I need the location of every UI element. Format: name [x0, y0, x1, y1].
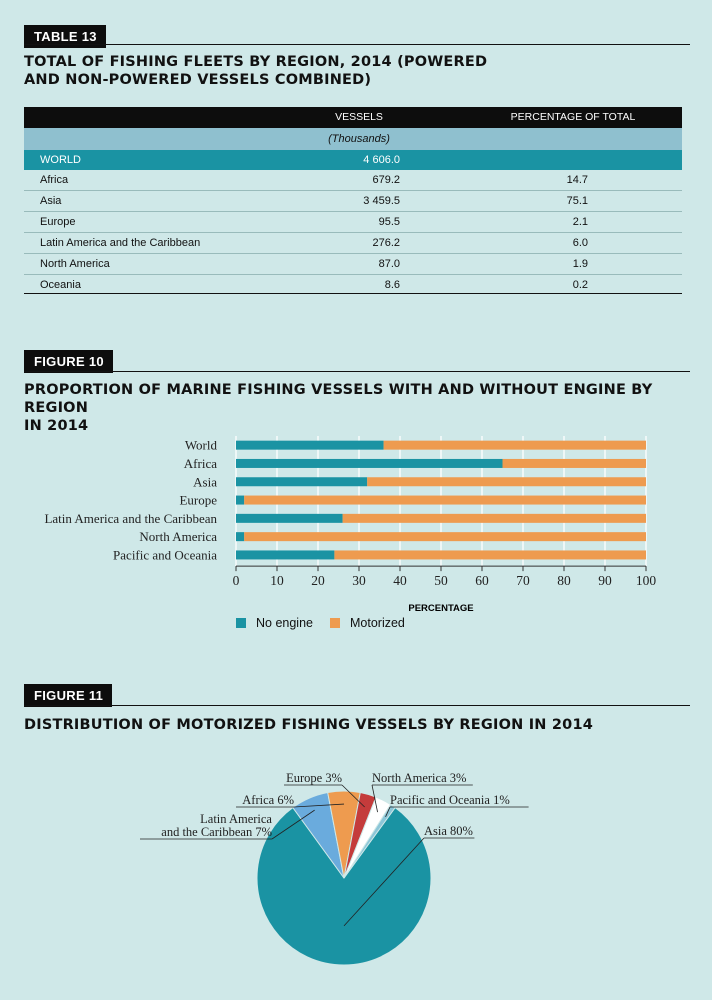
table-rule	[24, 44, 690, 45]
category-label: World	[184, 437, 217, 453]
table-row	[24, 191, 682, 212]
row-percentage: 2.1	[572, 216, 588, 228]
row-vessels: 95.5	[378, 216, 400, 228]
x-tick-label: 30	[352, 573, 366, 589]
figure11-rule	[24, 705, 690, 706]
row-name: North America	[40, 258, 110, 270]
bar-motorized	[367, 477, 646, 486]
bar-no-engine	[236, 459, 503, 468]
row-vessels: 87.0	[378, 258, 400, 270]
row-percentage: 1.9	[572, 258, 588, 270]
row-vessels: 276.2	[372, 237, 400, 249]
x-tick-label: 80	[557, 573, 571, 589]
row-percentage: 14.7	[566, 174, 588, 186]
bar-motorized	[334, 550, 646, 559]
x-tick-label: 60	[475, 573, 489, 589]
x-axis-label: PERCENTAGE	[408, 603, 474, 614]
x-tick-label: 100	[635, 573, 657, 589]
table-tag: TABLE 13	[24, 25, 106, 48]
table-row	[24, 212, 682, 233]
row-percentage: 75.1	[566, 195, 588, 207]
figure10-title-line1: PROPORTION OF MARINE FISHING VESSELS WITH AND WITHOUT ENGINE BY REGION	[24, 382, 653, 416]
category-label: Europe	[179, 492, 217, 508]
bar-motorized	[503, 459, 647, 468]
row-vessels: 8.6	[384, 279, 400, 291]
figure10-title-line2: IN 2014	[24, 418, 89, 434]
bar-motorized	[244, 496, 646, 505]
bar-no-engine	[236, 441, 384, 450]
row-name: Latin America and the Caribbean	[40, 237, 201, 249]
row-name: Asia	[40, 195, 62, 207]
pie-label: Africa 6%	[242, 793, 294, 807]
x-tick-label: 10	[270, 573, 284, 589]
pie-label: North America 3%	[372, 771, 467, 785]
figure10-rule	[24, 371, 690, 372]
fishing-fleets-table	[24, 107, 682, 295]
row-percentage: 0.2	[572, 279, 588, 291]
row-name: Africa	[40, 174, 69, 186]
table-row	[24, 275, 682, 295]
bar-no-engine	[236, 477, 367, 486]
figure11-title	[24, 716, 593, 734]
figure10-tag: FIGURE 10	[24, 350, 113, 373]
row-name: WORLD	[40, 154, 81, 166]
x-tick-label: 40	[393, 573, 407, 589]
row-name: Oceania	[40, 279, 81, 291]
category-label: Pacific and Oceania	[113, 547, 217, 563]
x-tick-label: 70	[516, 573, 530, 589]
table-row	[24, 170, 682, 191]
row-vessels: 679.2	[372, 174, 400, 186]
row-vessels: 3 459.5	[363, 195, 400, 207]
units-label: (Thousands)	[328, 133, 390, 145]
column-header-percentage: PERCENTAGE OF TOTAL	[510, 111, 636, 123]
table-row	[24, 254, 682, 275]
row-vessels: 4 606.0	[363, 154, 400, 166]
legend-swatch-no-engine	[236, 618, 246, 628]
x-tick-label: 50	[434, 573, 448, 589]
table-row	[24, 233, 682, 254]
x-tick-label: 0	[232, 573, 240, 589]
table-title-line2: AND NON-POWERED VESSELS COMBINED)	[24, 72, 372, 88]
pie-label: Latin America and the Caribbean 7%	[161, 812, 272, 839]
figure11-title-line1: DISTRIBUTION OF MOTORIZED FISHING VESSELS BY REGION IN 2014	[24, 717, 594, 733]
row-percentage: 6.0	[572, 237, 588, 249]
bar-motorized	[384, 441, 646, 450]
table-title	[24, 53, 487, 89]
row-name: Europe	[40, 216, 76, 228]
motorized-distribution-pie	[0, 750, 712, 1000]
x-tick-label: 90	[598, 573, 612, 589]
category-label: Latin America and the Caribbean	[44, 510, 217, 526]
bar-no-engine	[236, 550, 334, 559]
pie-label: Asia 80%	[424, 824, 473, 838]
figure10-title	[24, 381, 712, 435]
bar-motorized	[244, 532, 646, 541]
units-row	[24, 128, 682, 150]
bar-no-engine	[236, 496, 244, 505]
category-label: Africa	[183, 455, 217, 471]
legend-motorized	[330, 616, 405, 630]
engine-proportion-chart	[0, 430, 712, 630]
figure11-tag: FIGURE 11	[24, 684, 112, 707]
legend-label-no-engine: No engine	[256, 616, 313, 630]
table-header-row	[24, 107, 682, 128]
table-title-line1: TOTAL OF FISHING FLEETS BY REGION, 2014 (POWERED	[24, 54, 488, 70]
legend-label-motorized: Motorized	[350, 616, 405, 630]
category-label: Asia	[193, 474, 217, 490]
table-bottom-rule	[24, 293, 682, 294]
legend-swatch-motorized	[330, 618, 340, 628]
column-header-vessels: VESSELS	[335, 111, 383, 123]
legend-no-engine	[236, 616, 313, 630]
table-row-world	[24, 150, 682, 170]
pie-label: Pacific and Oceania 1%	[390, 793, 510, 807]
bar-no-engine	[236, 514, 343, 523]
x-tick-label: 20	[311, 573, 325, 589]
bar-motorized	[343, 514, 646, 523]
category-label: North America	[139, 529, 217, 545]
bar-no-engine	[236, 532, 244, 541]
pie-label: Europe 3%	[286, 771, 342, 785]
